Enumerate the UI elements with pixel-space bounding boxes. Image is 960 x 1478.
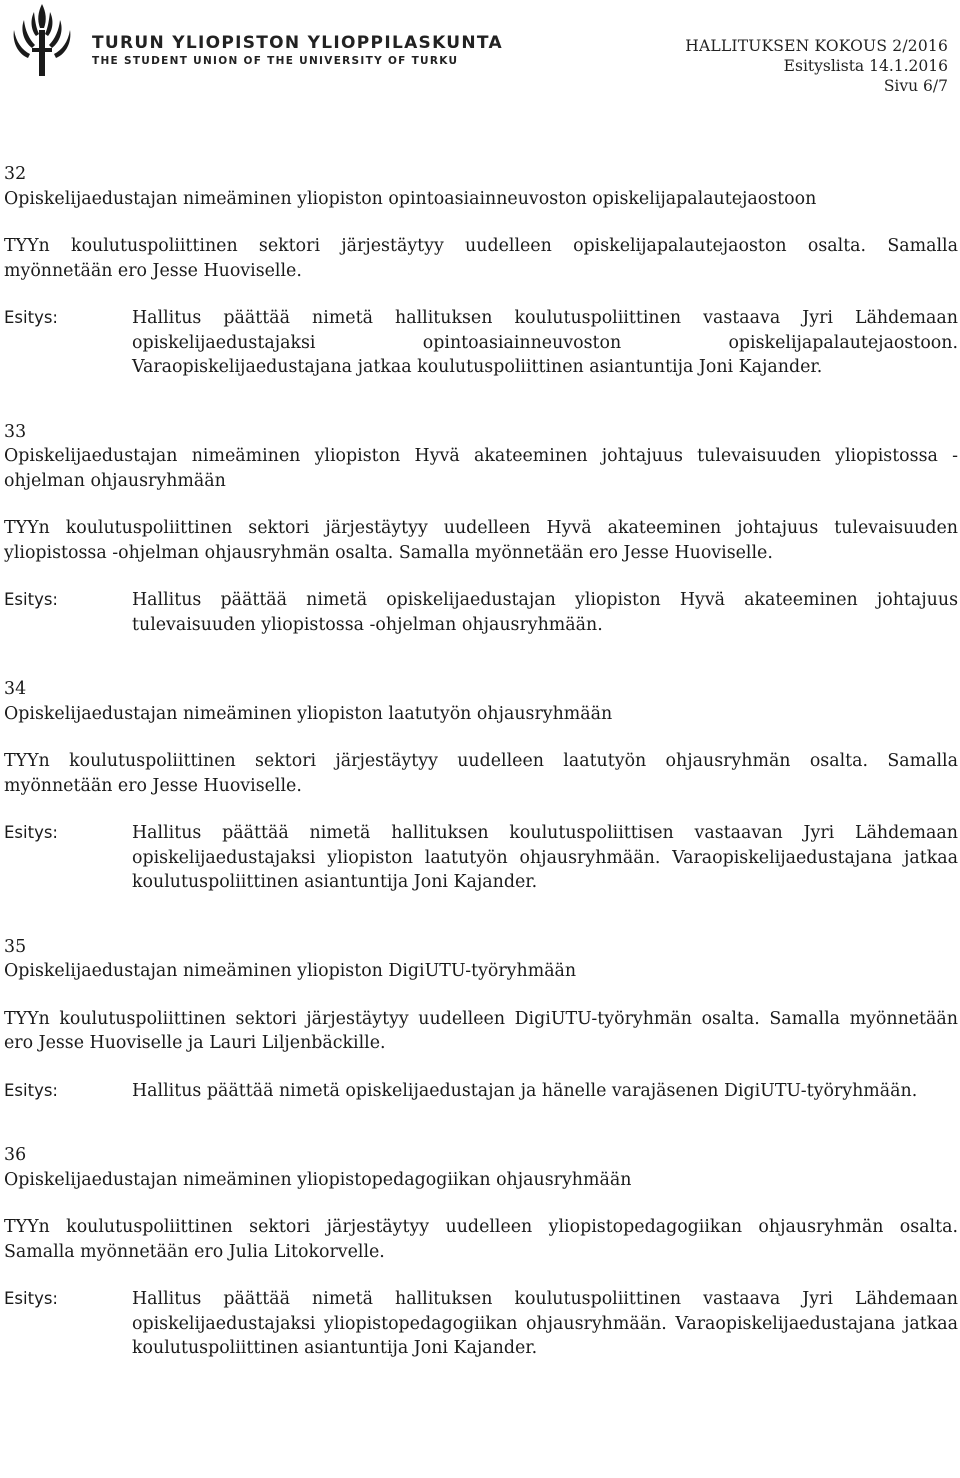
item-title: Opiskelijaedustajan nimeäminen yliopiston Hyvä akateeminen johtajuus tulevaisuuden yliopistossa -ohjelman ohjausryhmään (4, 446, 958, 491)
item-proposal (4, 1079, 958, 1104)
student-union-torch-logo (4, 2, 80, 78)
item-title: Opiskelijaedustajan nimeäminen yliopiston opintoasiainneuvoston opiskelijapalautejaostoon (4, 188, 817, 209)
agenda-content (4, 162, 958, 1401)
agenda-date: Esityslista 14.1.2016 (783, 57, 948, 75)
item-number: 34 (4, 679, 27, 699)
item-number: 36 (4, 1145, 27, 1165)
item-title: Opiskelijaedustajan nimeäminen yliopiston laatutyön ohjausryhmään (4, 703, 613, 724)
agenda-item (4, 162, 958, 380)
item-number: 35 (4, 936, 27, 957)
page-header (0, 0, 960, 120)
item-title: Opiskelijaedustajan nimeäminen yliopistopedagogiikan ohjausryhmään (4, 1169, 632, 1190)
organization-name-english: THE STUDENT UNION OF THE UNIVERSITY OF TURKU (92, 55, 459, 67)
item-background: TYYn koulutuspoliittinen sektori järjestäytyy uudelleen yliopistopedagogiikan ohjausryhmän osalta. Samalla myönnetään ero Julia Litokorvelle. (4, 1217, 958, 1262)
item-proposal (4, 306, 958, 380)
item-background: TYYn koulutuspoliittinen sektori järjestäytyy uudelleen laatutyön ohjausryhmän osalta. Samalla myönnetään ero Jesse Huoviselle. (4, 751, 958, 796)
proposal-label: Esitys: (4, 590, 58, 609)
organization-name (92, 33, 503, 67)
proposal-label: Esitys: (4, 823, 58, 842)
proposal-text: Hallitus päättää nimetä opiskelijaedustajan yliopiston Hyvä akateeminen johtajuus tulevaisuuden yliopistossa -ohjelman ohjausryhmään. (132, 590, 958, 635)
proposal-label: Esitys: (4, 1289, 58, 1308)
proposal-text: Hallitus päättää nimetä hallituksen koulutuspoliittinen vastaava Jyri Lähdemaan opiskelijaedustajaksi yliopistopedagogiikan ohjausryhmään. Varaopiskelijaedustajana jatkaa koulutuspoliittinen asiantuntija Joni Kajander. (132, 1289, 958, 1358)
agenda-item (4, 1143, 958, 1361)
item-proposal (4, 1287, 958, 1361)
agenda-item (4, 935, 958, 1104)
organization-name-finnish: TURUN YLIOPISTON YLIOPPILASKUNTA (92, 33, 503, 53)
item-proposal (4, 588, 958, 637)
meeting-title: HALLITUKSEN KOKOUS 2/2016 (685, 37, 948, 55)
item-background: TYYn koulutuspoliittinen sektori järjestäytyy uudelleen DigiUTU-työryhmän osalta. Samalla myönnetään ero Jesse Huoviselle ja Lauri Liljenbäckille. (4, 1008, 958, 1053)
item-number: 32 (4, 164, 27, 184)
proposal-label: Esitys: (4, 308, 58, 327)
item-background: TYYn koulutuspoliittinen sektori järjestäytyy uudelleen Hyvä akateeminen johtajuus tulevaisuuden yliopistossa -ohjelman ohjausryhmän osalta. Samalla myönnetään ero Jesse Huoviselle. (4, 518, 958, 563)
page-number: Sivu 6/7 (883, 77, 948, 95)
item-number: 33 (4, 421, 27, 442)
item-background: TYYn koulutuspoliittinen sektori järjestäytyy uudelleen opiskelijapalautejaoston osalta. Samalla myönnetään ero Jesse Huoviselle. (4, 236, 958, 281)
proposal-text: Hallitus päättää nimetä hallituksen koulutuspoliittisen vastaavan Jyri Lähdemaan opiskelijaedustajaksi yliopiston laatutyön ohjausryhmään. Varaopiskelijaedustajana jatkaa koulutuspoliittinen asiantuntija Joni Kajander. (132, 823, 958, 892)
proposal-text: Hallitus päättää nimetä opiskelijaedustajan ja hänelle varajäsenen DigiUTU-työryhmään. (132, 1080, 918, 1101)
item-title: Opiskelijaedustajan nimeäminen yliopiston DigiUTU-työryhmään (4, 961, 577, 981)
proposal-text: Hallitus päättää nimetä hallituksen koulutuspoliittinen vastaava Jyri Lähdemaan opiskelijaedustajaksi opintoasiainneuvoston opiskelijapalautejaostoon. Varaopiskelijaedustajana jatkaa koulutuspoliittinen asiantuntija Joni Kajander. (132, 308, 958, 377)
agenda-item (4, 420, 958, 638)
agenda-item (4, 677, 958, 895)
proposal-label: Esitys: (4, 1080, 58, 1100)
item-proposal (4, 821, 958, 895)
document-meta (685, 36, 948, 96)
